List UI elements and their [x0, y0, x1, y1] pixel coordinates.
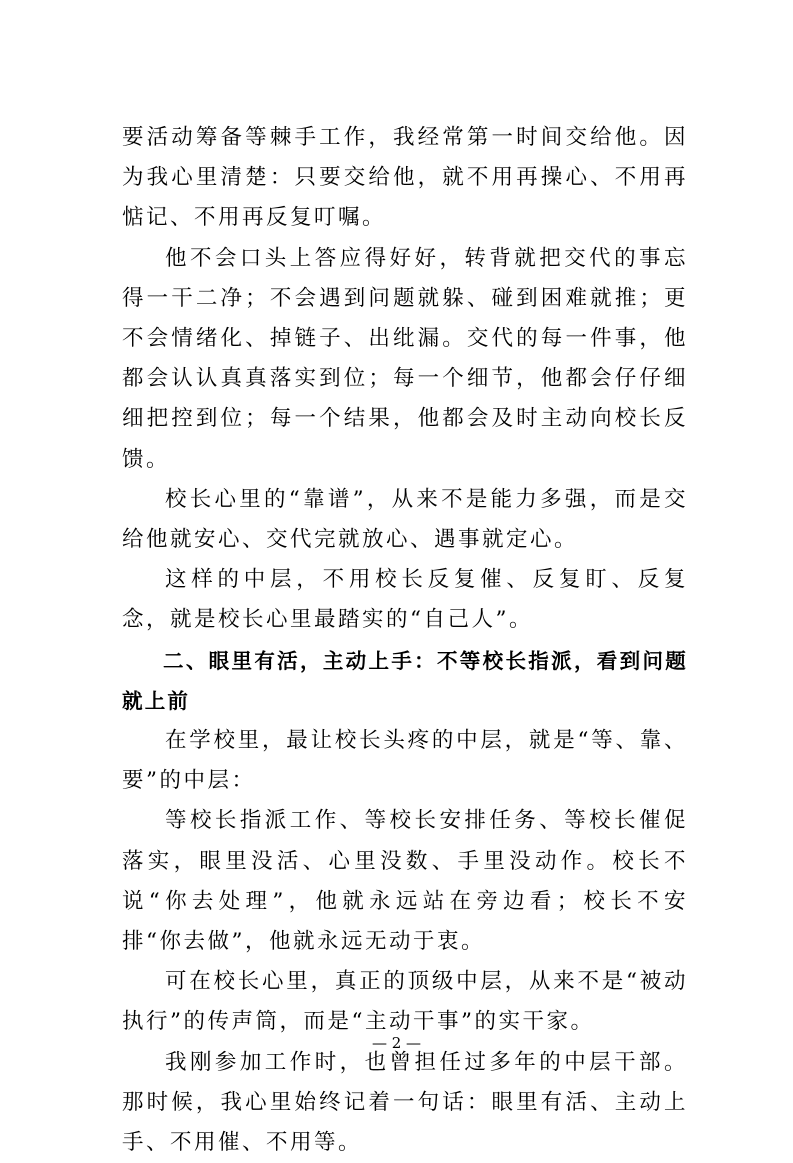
paragraph: 在学校里，最让校长头疼的中层，就是“等、靠、要”的中层： — [122, 728, 688, 794]
paragraph: 他不会口头上答应得好好，转背就把交代的事忘得一干二净；不会遇到问题就躲、碰到困难就推；更不会情绪化、掉链子、出纰漏。交代的每一件事，他都会认认真真落实到位；每一个细节，他都会仔仔细细把控到位；每一个结果，他都会及时主动向校长反馈。 — [122, 245, 688, 472]
page-number: — 2 — — [371, 1034, 422, 1052]
paragraph: 这样的中层，不用校长反复催、反复盯、反复念，就是校长心里最踏实的“自己人”。 — [122, 567, 688, 633]
paragraph: 我刚参加工作时，也曾担任过多年的中层干部。那时候，我心里始终记着一句话：眼里有活、主动上手、不用催、不用等。 — [122, 1049, 688, 1156]
paragraph: 可在校长心里，真正的顶级中层，从来不是“被动执行”的传声筒，而是“主动干事”的实干家。 — [122, 969, 688, 1035]
section-heading: 二、眼里有活，主动上手：不等校长指派，看到问题就上前 — [122, 648, 688, 713]
paragraph: 等校长指派工作、等校长安排任务、等校长催促落实，眼里没活、心里没数、手里没动作。校长不说“你去处理”，他就永远站在旁边看；校长不安排“你去做”，他就永远无动于衷。 — [122, 808, 688, 955]
paragraph-continuation: 要活动筹备等棘手工作，我经常第一时间交给他。因为我心里清楚：只要交给他，就不用再操心、不用再惦记、不用再反复叮嘱。 — [122, 125, 688, 231]
paragraph: 校长心里的“靠谱”，从来不是能力多强，而是交给他就安心、交代完就放心、遇事就定心。 — [122, 486, 688, 553]
page-body — [122, 118, 688, 1163]
